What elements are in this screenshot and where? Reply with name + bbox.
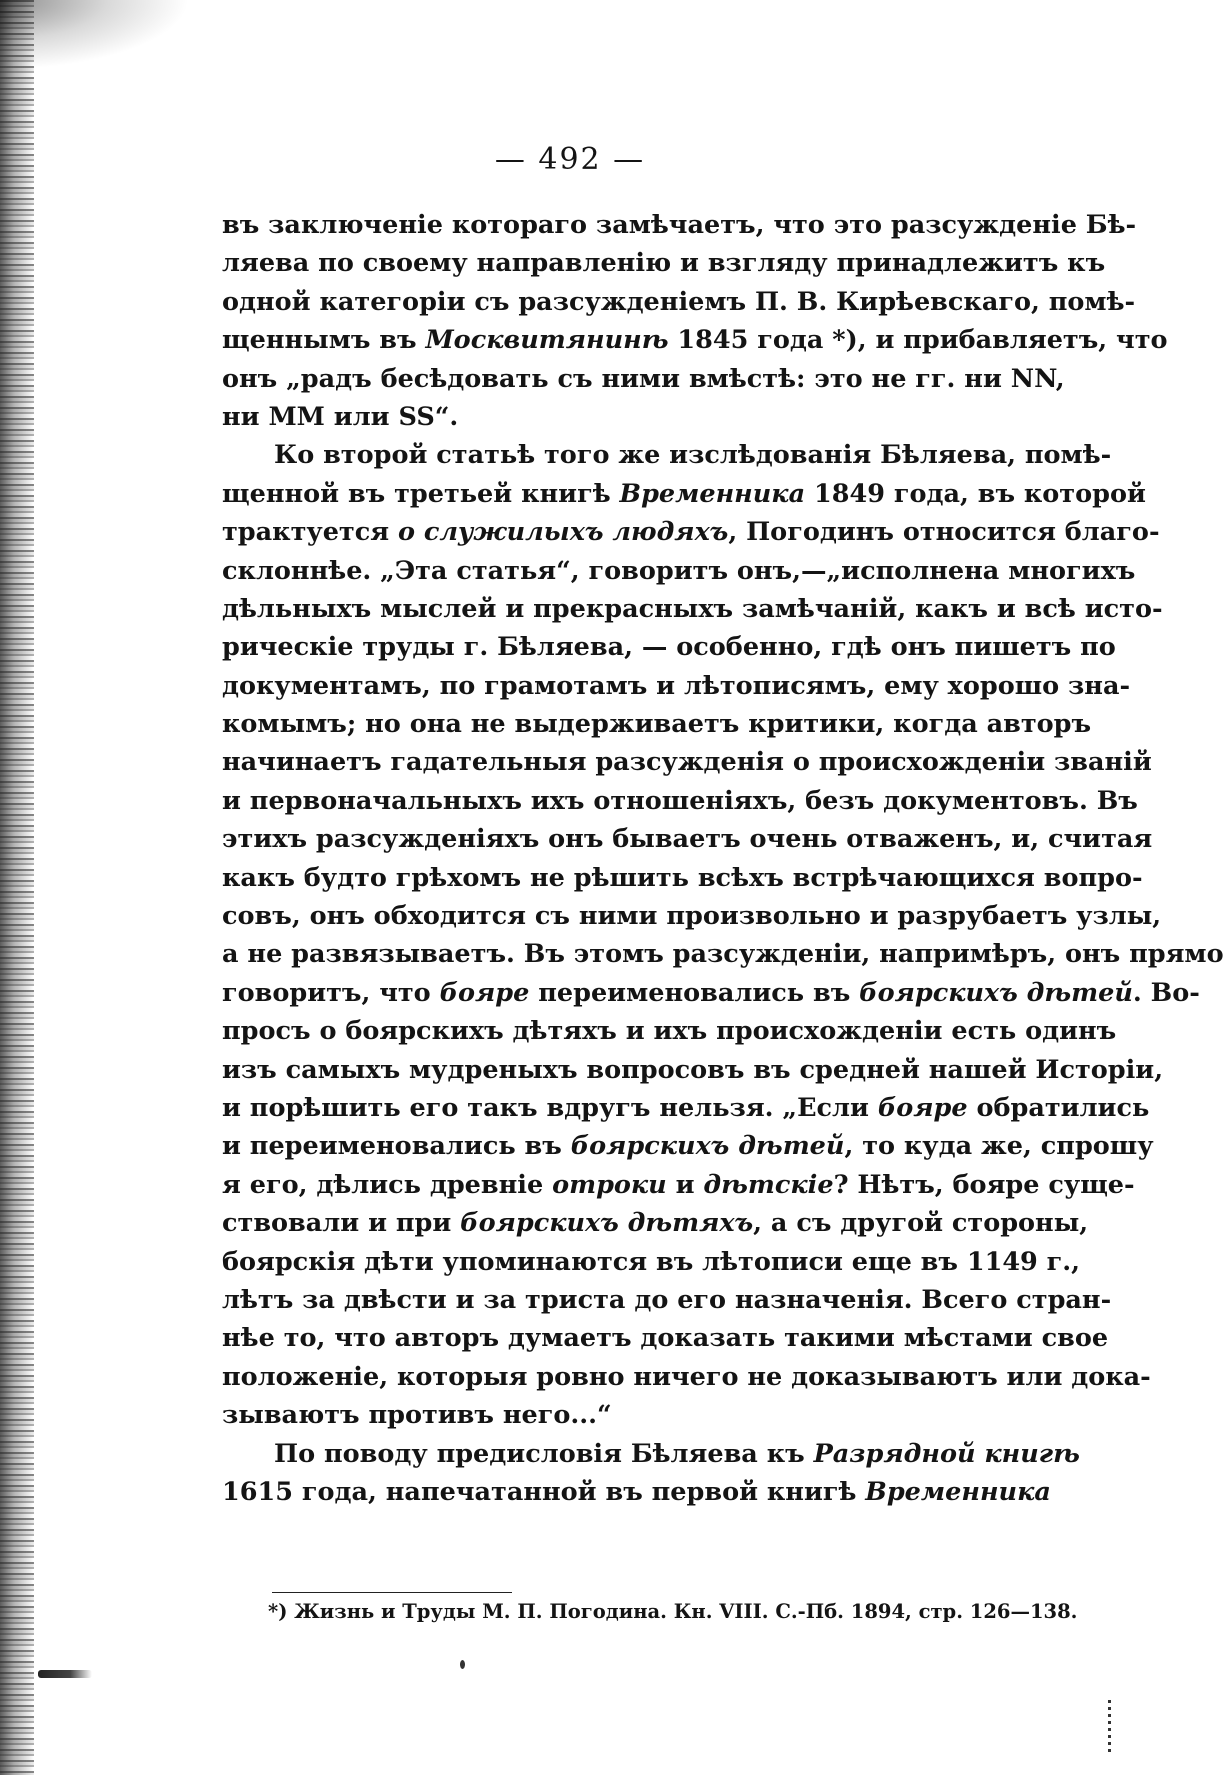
text-line: ляева по своему направленію и взгляду принадлежитъ къ [222,248,1106,279]
text-line: лѣтъ за двѣсти и за триста до его назначенія. Всего стран- [222,1284,1112,1315]
text-line: въ заключеніе котораго замѣчаетъ, что это разсужденіе Бѣ- [222,210,1137,240]
footnote-rule [272,1592,512,1593]
text-line: а не развязываетъ. Въ этомъ разсужденіи, напримѣръ, онъ прямо [222,939,1224,970]
text-line: трактуется о служилыхъ людяхъ, Погодинъ относится благо- [222,517,1160,548]
text-line: боярскія дѣти упоминаются въ лѣтописи еще въ 1149 г., [222,1246,1081,1277]
text-line: Ко второй статьѣ того же изслѣдованія Бѣляева, помѣ- [274,440,1112,471]
text-line: дѣльныхъ мыслей и прекрасныхъ замѣчаній, какъ и всѣ исто- [222,593,1163,624]
italic-text: Москвитянинѣ [425,325,669,356]
text-line: я его, дѣлись древніе отроки и дѣтскіе? Нѣтъ, бояре суще- [222,1169,1135,1200]
italic-text: бояре [439,977,530,1008]
text-line: и порѣшить его такъ вдругъ нельзя. „Если бояре обратились [222,1092,1150,1123]
text-line: документамъ, по грамотамъ и лѣтописямъ, ему хорошо зна- [222,670,1131,701]
text-line: просъ о боярскихъ дѣтяхъ и ихъ происхожденіи есть одинъ [222,1016,1117,1047]
text-line: положеніе, которыя ровно ничего не доказываютъ или дока- [222,1361,1151,1392]
text-line: какъ будто грѣхомъ не рѣшить всѣхъ встрѣчающихся вопро- [222,862,1143,893]
text-line: рическіе труды г. Бѣляева, — особенно, гдѣ онъ пишетъ по [222,632,1116,663]
scan-right-speck [1108,1700,1111,1755]
text-line: этихъ разсужденіяхъ онъ бываетъ очень отваженъ, и, считая [222,824,1153,855]
text-line: онъ „радъ бесѣдовать съ ними вмѣстѣ: это не гг. ни NN, [222,363,1065,394]
text-line: склоннѣе. „Эта статья“, говоритъ онъ,—„исполнена многихъ [222,555,1136,586]
scan-corner-shadow [0,0,190,70]
scan-left-edge [0,0,34,1775]
text-line: одной категоріи съ разсужденіемъ П. В. Кирѣевскаго, помѣ- [222,286,1136,317]
footnote: *) Жизнь и Труды М. П. Погодина. Кн. VIII. С.-Пб. 1894, стр. 126—138. [268,1600,1078,1623]
text-line: ни ММ или SS“. [222,401,459,432]
italic-text: боярскихъ дѣтяхъ [460,1208,754,1239]
body-text [222,206,1224,1511]
text-line: 1615 года, напечатанной въ первой книгѣ Временника [222,1476,1051,1507]
text-line: совъ, онъ обходится съ ними произвольно и разрубаетъ узлы, [222,901,1162,932]
italic-text: бояре [877,1092,968,1123]
page-number: — 492 — [494,142,646,177]
italic-text: Временника [865,1476,1051,1507]
text-line: говоритъ, что бояре переименовались въ боярскихъ дѣтей. Во- [222,977,1200,1008]
italic-text: Временника [619,478,806,509]
italic-text: дѣтскіе [703,1169,834,1200]
text-line: изъ самыхъ мудреныхъ вопросовъ въ средней нашей Исторіи, [222,1054,1164,1085]
text-line: щеннымъ въ Москвитянинѣ 1845 года *), и прибавляетъ, что [222,325,1168,356]
text-line: щенной въ третьей книгѣ Временника 1849 года, въ которой [222,478,1146,509]
text-line: По поводу предисловія Бѣляева къ Разрядной книгѣ [274,1438,1080,1469]
italic-text: Разрядной книгѣ [813,1438,1080,1469]
scan-speck [460,1660,465,1669]
text-line: зываютъ противъ него...“ [222,1400,612,1431]
text-line: нѣе то, что авторъ думаетъ доказать такими мѣстами свое [222,1323,1109,1354]
text-line: комымъ; но она не выдерживаетъ критики, когда авторъ [222,709,1092,740]
text-line: и первоначальныхъ ихъ отношеніяхъ, безъ документовъ. Въ [222,785,1138,816]
text-line: и переименовались въ боярскихъ дѣтей, то куда же, спрошу [222,1131,1154,1162]
scan-ink-mark [38,1670,92,1678]
italic-text: отроки [552,1169,667,1200]
italic-text: боярскихъ дѣтей [859,977,1133,1008]
text-line: начинаетъ гадательныя разсужденія о происхожденіи званій [222,747,1152,778]
italic-text: боярскихъ дѣтей [570,1131,845,1162]
italic-text: о служилыхъ людяхъ [397,517,729,548]
text-line: ствовали и при боярскихъ дѣтяхъ, а съ другой стороны, [222,1208,1089,1239]
